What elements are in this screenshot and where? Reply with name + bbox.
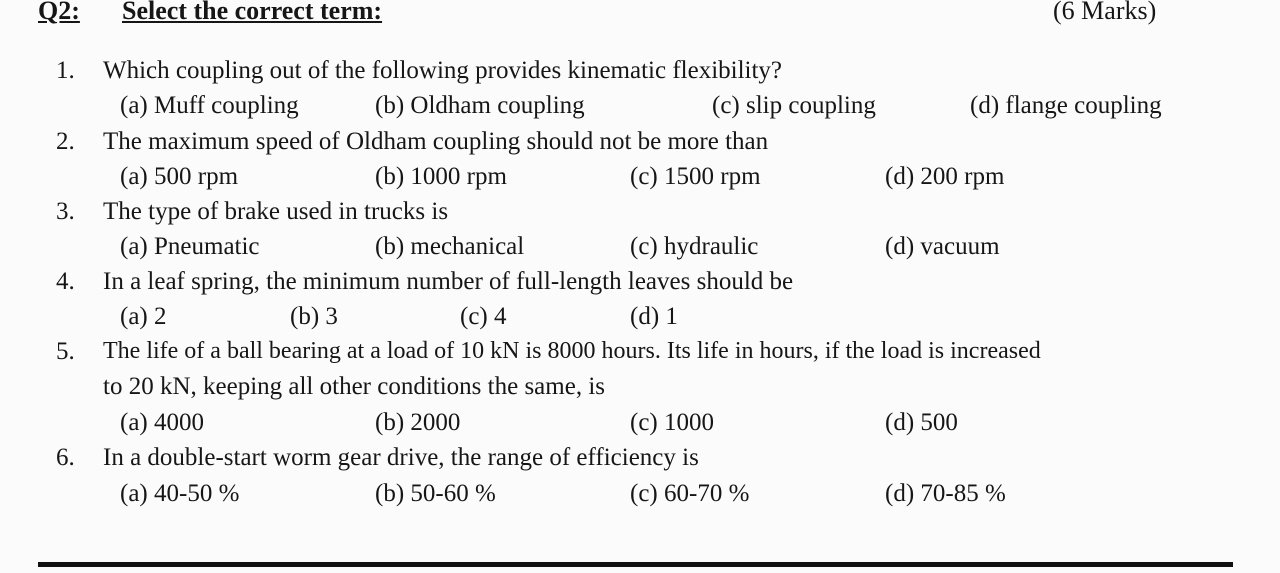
question-1-option-a: (a) Muff coupling: [120, 92, 299, 119]
question-3-number: 3.: [56, 198, 75, 225]
question-5-option-a: (a) 4000: [120, 409, 204, 436]
question-1-option-d: (d) flange coupling: [970, 92, 1162, 119]
question-6-option-d: (d) 70-85 %: [885, 480, 1006, 507]
question-5-number: 5.: [56, 338, 75, 365]
question-number: Q2:: [38, 0, 80, 25]
question-5-option-c: (c) 1000: [630, 409, 714, 436]
question-2-option-a: (a) 500 rpm: [120, 163, 239, 190]
question-6-option-a: (a) 40-50 %: [120, 480, 240, 507]
question-3-option-b: (b) mechanical: [375, 233, 525, 260]
question-2-option-d: (d) 200 rpm: [885, 163, 1005, 190]
question-5-option-b: (b) 2000: [375, 409, 461, 436]
question-6-text: In a double-start worm gear drive, the range of efficiency is: [103, 444, 699, 471]
question-2-option-b: (b) 1000 rpm: [375, 163, 507, 190]
question-1-number: 1.: [56, 57, 75, 84]
question-4-option-a: (a) 2: [120, 303, 167, 330]
section-divider: [38, 562, 1233, 567]
question-5-text-line-1: The life of a ball bearing at a load of 10 kN is 8000 hours. Its life in hours, if the load is increased: [103, 338, 1041, 364]
question-6-number: 6.: [56, 444, 75, 471]
question-4-option-b: (b) 3: [290, 303, 338, 330]
question-4-option-d: (d) 1: [630, 303, 678, 330]
question-3-option-d: (d) vacuum: [885, 233, 1000, 260]
question-5-option-d: (d) 500: [885, 409, 958, 436]
question-3-option-a: (a) Pneumatic: [120, 233, 260, 260]
question-6-option-b: (b) 50-60 %: [375, 480, 496, 507]
question-3-option-c: (c) hydraulic: [630, 233, 759, 260]
question-4-option-c: (c) 4: [460, 303, 507, 330]
question-1-option-c: (c) slip coupling: [712, 92, 876, 119]
question-4-text: In a leaf spring, the minimum number of full-length leaves should be: [103, 268, 794, 295]
section-title: Select the correct term:: [122, 0, 383, 25]
question-1-text: Which coupling out of the following provides kinematic flexibility?: [103, 57, 783, 84]
marks-label: (6 Marks): [1053, 0, 1157, 25]
question-5-text-line-2: to 20 kN, keeping all other conditions the same, is: [103, 373, 605, 400]
question-6-option-c: (c) 60-70 %: [630, 480, 750, 507]
question-3-text: The type of brake used in trucks is: [103, 198, 449, 225]
question-4-number: 4.: [56, 268, 75, 295]
question-2-number: 2.: [56, 128, 75, 155]
question-2-text: The maximum speed of Oldham coupling should not be more than: [103, 128, 769, 155]
question-2-option-c: (c) 1500 rpm: [630, 163, 761, 190]
question-1-option-b: (b) Oldham coupling: [375, 92, 585, 119]
